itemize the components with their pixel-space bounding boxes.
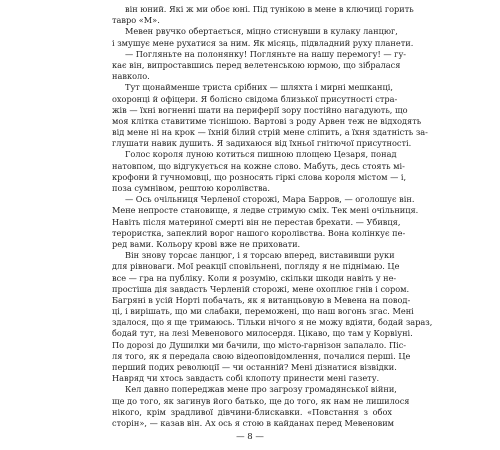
body-text <box>112 4 433 429</box>
text-line: Мене непросте становище, я ледве стримую сміх. Тек мені очільниця. <box>112 205 419 216</box>
text-line: — Погляньте на полонянку! Погляньте на нашу перемогу! — гу- <box>125 48 407 59</box>
text-line: натовпом, що відгукується на кожне слово. Мабуть, десь стоять мі- <box>112 160 405 171</box>
text-line: Багряні в усій Норті побачать, як я витанцьовую в Мевена на повод- <box>112 294 411 305</box>
text-line: Навряд чи хтось завдасть собі клопоту принести мені газету. <box>112 373 380 384</box>
paragraph <box>112 4 414 26</box>
text-line: ля того, як я передала свою відеоповідомлення, почалися перші. Це <box>112 350 411 361</box>
text-line: навколо. <box>112 71 150 82</box>
paragraph <box>112 48 407 83</box>
text-line: Кел давно попереджав мене про загрозу громадянської війни, <box>125 384 397 395</box>
text-line: бодай тут, на лезі Мевенового милосердя. Цікаво, що там у Корвіуні. <box>112 328 413 339</box>
paragraph <box>112 82 428 149</box>
text-line: жів — їхні вогненні шати на периферії зору постійно нагадують, що <box>112 104 408 115</box>
text-line: По дорозі до Душилки ми бачили, що місто-гарнізон запалало. Піс- <box>112 339 407 350</box>
page-number: — 8 — <box>236 432 264 442</box>
text-line: перший подих революції — чи останній? Мені дізнатися візвідки. <box>112 362 397 372</box>
text-line: Навіть після материної смерті він не перестав брехати. — Убивця, <box>112 216 401 227</box>
text-line: все — гра на публіку. Коли я розумію, скільки шкоди навіть у не- <box>112 272 397 283</box>
paragraph <box>112 250 433 384</box>
text-line: терористка, запеклий ворог нашого королівства. Вона колінкує пе- <box>112 227 406 238</box>
text-line: охоронці й офіцери. Я болісно свідома близької присутності стра- <box>112 93 398 104</box>
text-line: тавро «М». <box>112 15 160 26</box>
paragraph <box>112 194 419 250</box>
text-line: ред вами. Кольору крові вже не приховати. <box>112 238 301 249</box>
text-line: і змушує мене рухатися за ним. Як місяць, підвладний руху планети. <box>112 37 414 48</box>
text-line: від мене ні на крок — їхній білий стрій мене сліпить, а їхня здатність за- <box>112 127 428 138</box>
text-line: Він знову торсає ланцюг, і я торсаю вперед, виставивши руки <box>125 250 395 261</box>
text-line: ще до того, як загинув його батько, ще до того, як нам не лишилося <box>112 395 410 406</box>
text-line: сторін», — казав він. Ах ось я стою в кайданах перед Мевеновим <box>112 417 395 428</box>
text-line: поза сумнівом, рештою королівства. <box>112 183 271 193</box>
paragraph <box>112 384 410 429</box>
text-line: — Ось очільниця Черленої сторожі, Мара Барров, — оголошує він. <box>125 194 415 205</box>
text-line: кає він, випроставшись перед велетенською юрмою, що зібралася <box>112 59 401 70</box>
text-line: простіша дія завдасть Черленій сторожі, мене охоплює гнів і сором. <box>112 283 410 294</box>
text-line: моя клітка ставитиме тіснішою. Вартові з роду Арвен теж не відходять <box>112 115 422 126</box>
text-line: здалося, що я ще тримаюсь. Тільки нічого я не можу вдіяти, бодай зараз, <box>112 317 433 328</box>
text-line: він юний. Які ж ми обоє юні. Під тунікою в мене в ключиці горить <box>125 4 414 14</box>
text-line: Тут щонайменше триста срібних — шляхта і мирні мешканці, <box>125 82 393 93</box>
text-line: глушати навик душить. Я задихаюся від їхньої гнітючої присутності. <box>112 138 412 149</box>
paragraph <box>112 26 414 48</box>
text-line: крофони й гучномовці, що розносять гіркі слова короля містом — і, <box>112 171 407 182</box>
text-line: для рівноваги. Мої реакції сповільнені, погляду я не піднімаю. Це <box>112 261 400 272</box>
text-line: нікого, крім зрадливої дівчини-блискавки. «Повстання з обох <box>112 406 392 417</box>
text-line: ці, і вирішать, що ми слабаки, переможені, що наш вогонь згас. Мені <box>112 306 414 317</box>
paragraph <box>112 149 407 194</box>
text-line: Мевен рвучко обертається, міцно стиснувши в кулаку ланцюг, <box>125 26 398 37</box>
text-line: Голос короля луною котиться пишною площею Цезаря, понад <box>125 149 397 160</box>
